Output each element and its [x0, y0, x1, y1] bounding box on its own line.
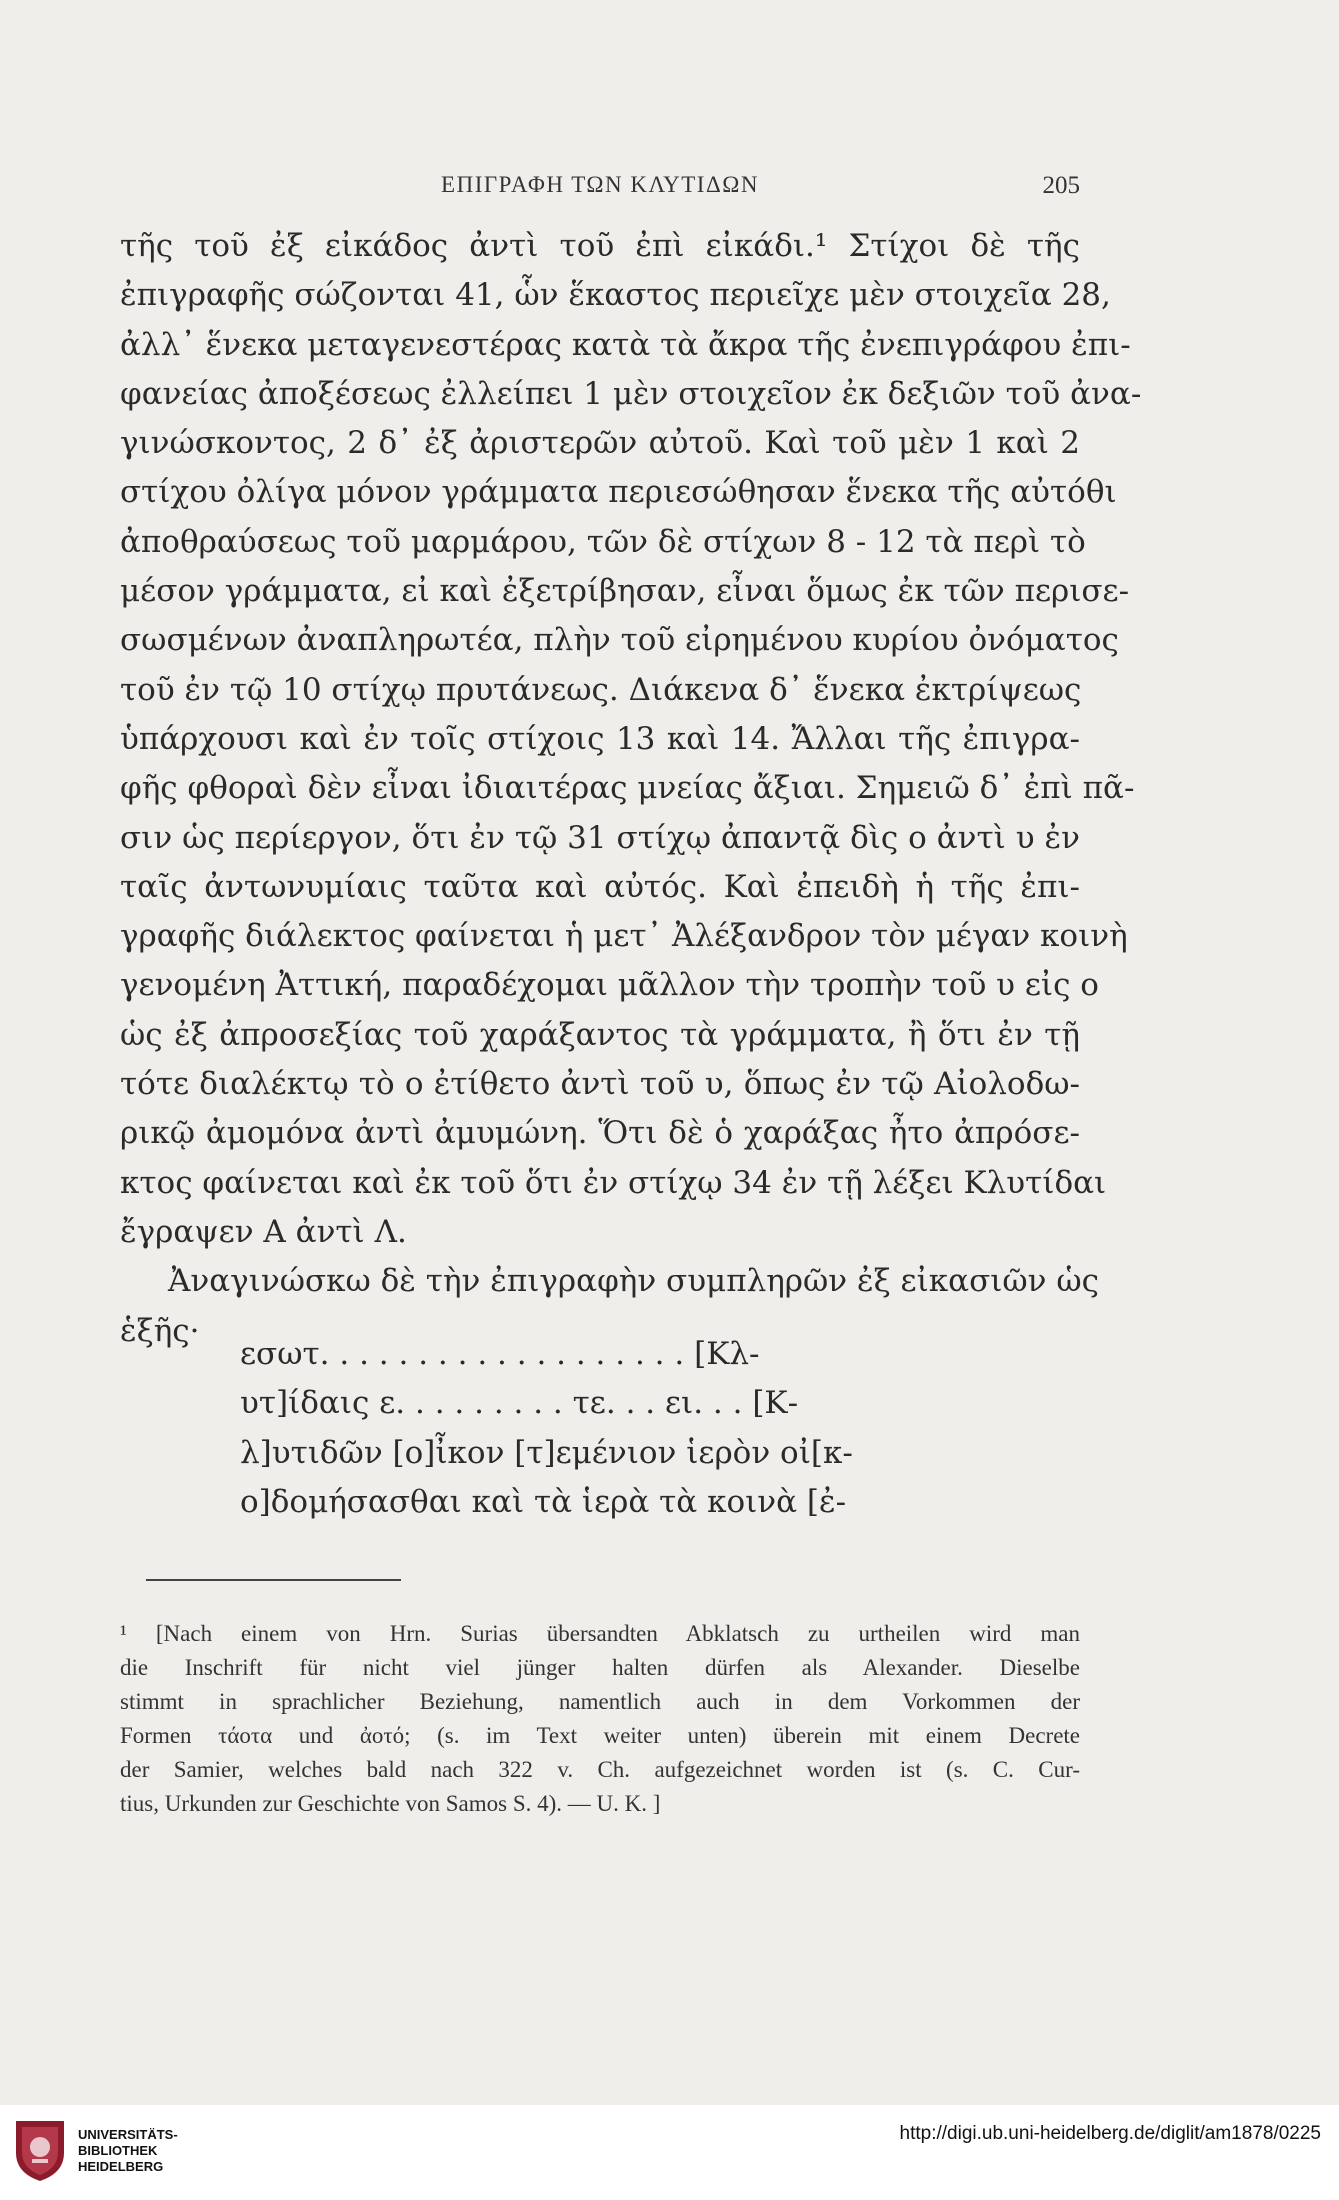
text-line: κτος φαίνεται καὶ ἐκ τοῦ ὅτι ἐν στίχῳ 34 ἐν τῇ λέξει Κλυτίδαι [120, 1164, 1107, 1201]
text-line: τοῦ ἐν τῷ 10 στίχῳ πρυτάνεως. Διάκενα δ᾽ ἕνεκα ἐκτρίψεως [120, 671, 1082, 708]
footnote-line: Formen τάοτα und ἀοτό; (s. im Text weiter unten) überein mit einem Decrete [120, 1723, 1080, 1748]
text-line: ὑπάρχουσι καὶ ἐν τοῖς στίχοις 13 καὶ 14. Ἄλλαι τῆς ἐπιγρα- [120, 720, 1080, 757]
university-seal-icon [10, 2117, 70, 2183]
text-line: φανείας ἀποξέσεως ἐλλείπει 1 μὲν στοιχεῖον ἐκ δεξιῶν τοῦ ἀνα- [120, 375, 1142, 412]
inscription-line: λ]υτιδῶν [ο]ἶκον [τ]εμένιον ἱερὸν οἰ[κ- [240, 1434, 853, 1471]
source-url[interactable]: http://digi.ub.uni-heidelberg.de/diglit/am1878/0225 [899, 2123, 1321, 2144]
footnote-line: ¹ [Nach einem von Hrn. Surias übersandten Abklatsch zu urtheilen wird man [120, 1621, 1080, 1646]
text-line: σωσμένων ἀναπληρωτέα, πλὴν τοῦ εἰρημένου κυρίου ὀνόματος [120, 622, 1119, 659]
main-text [120, 222, 1142, 1356]
footnote [120, 1617, 1080, 1821]
footnote-line: die Inschrift für nicht viel jünger halten dürfen als Alexander. Dieselbe [120, 1655, 1080, 1680]
institution-name: UNIVERSITÄTS- BIBLIOTHEK HEIDELBERG [78, 2127, 178, 2174]
text-line: ταῖς ἀντωνυμίαις ταῦτα καὶ αὐτός. Καὶ ἐπειδὴ ἡ τῆς ἐπι- [120, 868, 1080, 905]
page-number: 205 [1042, 172, 1080, 199]
paragraph-line: ἑξῆς· [120, 1312, 200, 1349]
text-line: γραφῆς διάλεκτος φαίνεται ἡ μετ᾽ Ἀλέξανδρον τὸν μέγαν κοινὴ [120, 918, 1128, 955]
text-line: γενομένη Ἀττική, παραδέχομαι μᾶλλον τὴν τροπὴν τοῦ υ εἰς ο [120, 967, 1099, 1004]
inscription-line: ο]δομήσασθαι καὶ τὰ ἱερὰ τὰ κοινὰ [ἐ- [240, 1483, 847, 1520]
footnote-line: der Samier, welches bald nach 322 v. Ch. aufgezeichnet worden ist (s. C. Cur- [120, 1757, 1080, 1782]
footnote-divider [146, 1579, 401, 1581]
inscription-text [240, 1330, 1080, 1527]
text-line: φῆς φθοραὶ δὲν εἶναι ἰδιαιτέρας μνείας ἄξιαι. Σημειῶ δ᾽ ἐπὶ πᾶ- [120, 770, 1135, 807]
inscription-line: υτ]ίδαις ε. . . . . . . . . τε. . . ει. . . [Κ- [240, 1385, 799, 1422]
text-line: ὡς ἐξ ἀπροσεξίας τοῦ χαράξαντος τὰ γράμματα, ἢ ὅτι ἐν τῇ [120, 1016, 1080, 1053]
text-line: σιν ὡς περίεργον, ὅτι ἐν τῷ 31 στίχῳ ἀπαντᾷ δὶς ο ἀντὶ υ ἐν [120, 819, 1080, 856]
footnote-line: tius, Urkunden zur Geschichte von Samos S. 4). — U. K. ] [120, 1791, 661, 1816]
text-line: στίχου ὀλίγα μόνον γράμματα περιεσώθησαν ἕνεκα τῆς αὐτόθι [120, 474, 1117, 511]
text-line: ἀποθραύσεως τοῦ μαρμάρου, τῶν δὲ στίχων 8 - 12 τὰ περὶ τὸ [120, 523, 1086, 560]
paragraph-line: Ἀναγινώσκω δὲ τὴν ἐπιγραφὴν συμπληρῶν ἐξ εἰκασιῶν ὡς [168, 1263, 1100, 1300]
text-line: τότε διαλέκτῳ τὸ ο ἐτίθετο ἀντὶ τοῦ υ, ὅπως ἐν τῷ Αἰολοδω- [120, 1066, 1080, 1103]
text-line: ἔγραψεν Α ἀντὶ Λ. [120, 1213, 407, 1250]
text-line: ἀλλ᾽ ἕνεκα μεταγενεστέρας κατὰ τὰ ἄκρα τῆς ἐνεπιγράφου ἐπι- [120, 326, 1131, 363]
running-head: ΕΠΙΓΡΑΦΗ ΤΩΝ ΚΛΥΤΙΔΩΝ [441, 172, 759, 197]
text-line: μέσον γράμματα, εἰ καὶ ἐξετρίβησαν, εἶναι ὅμως ἐκ τῶν περισε- [120, 573, 1130, 610]
text-line: τῆς τοῦ ἐξ εἰκάδος ἀντὶ τοῦ ἐπὶ εἰκάδι.¹ Στίχοι δὲ τῆς [120, 228, 1080, 264]
text-line: ρικῷ ἀμομόνα ἀντὶ ἀμυμώνη. Ὅτι δὲ ὁ χαράξας ἦτο ἀπρόσε- [120, 1115, 1080, 1152]
text-line: ἐπιγραφῆς σώζονται 41, ὧν ἕκαστος περιεῖχε μὲν στοιχεῖα 28, [120, 277, 1111, 314]
footnote-line: stimmt in sprachlicher Beziehung, namentlich auch in dem Vorkommen der [120, 1689, 1080, 1714]
inscription-line: εσωτ. . . . . . . . . . . . . . . . . . . [Κλ- [240, 1336, 760, 1372]
page-header [120, 172, 1080, 212]
text-line: γινώσκοντος, 2 δ᾽ ἐξ ἀριστερῶν αὐτοῦ. Καὶ τοῦ μὲν 1 καὶ 2 [120, 425, 1080, 462]
library-footer [0, 2105, 1339, 2200]
